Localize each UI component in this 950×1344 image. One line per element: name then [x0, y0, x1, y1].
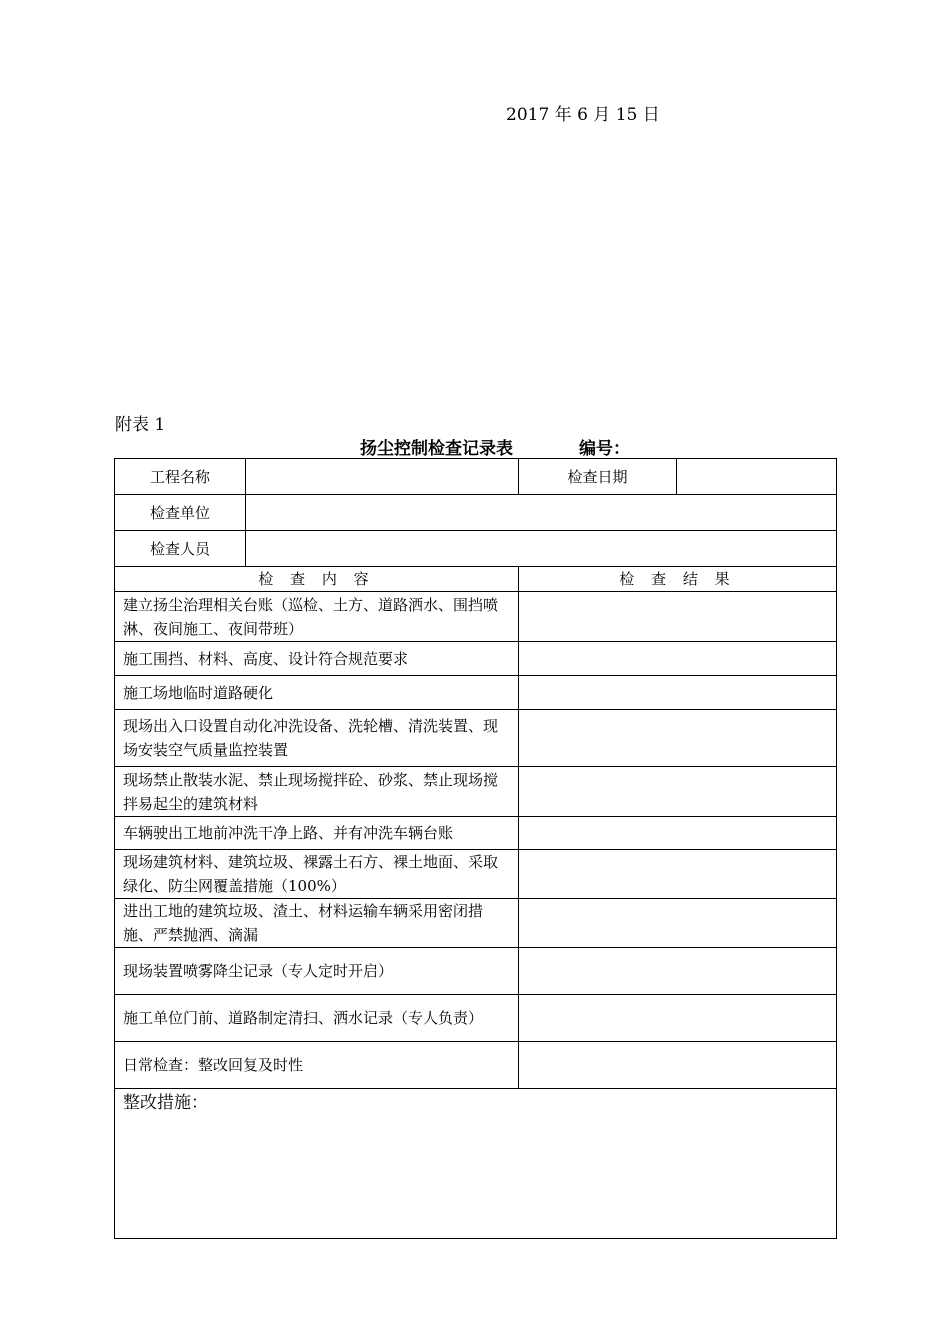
document-date: 2017 年 6 月 15 日 — [506, 105, 660, 125]
check-date-field[interactable] — [677, 459, 837, 495]
number-label: 编号： — [579, 439, 630, 459]
check-item-content: 现场装置喷雾降尘记录（专人定时开启） — [115, 948, 519, 995]
project-name-label: 工程名称 — [115, 459, 246, 495]
check-item-result[interactable] — [519, 710, 837, 767]
check-item-result[interactable] — [519, 642, 837, 676]
check-item-result[interactable] — [519, 899, 837, 948]
check-item-result[interactable] — [519, 817, 837, 850]
check-date-label: 检查日期 — [519, 459, 677, 495]
check-item-result[interactable] — [519, 767, 837, 817]
check-item-content: 现场禁止散装水泥、禁止现场搅拌砼、砂浆、禁止现场搅拌易起尘的建筑材料 — [115, 767, 519, 817]
check-item-result[interactable] — [519, 1042, 837, 1089]
form-title-line — [360, 434, 630, 459]
check-item-result[interactable] — [519, 676, 837, 710]
check-item-content: 进出工地的建筑垃圾、渣土、材料运输车辆采用密闭措施、严禁抛洒、滴漏 — [115, 899, 519, 948]
check-unit-label: 检查单位 — [115, 495, 246, 531]
form-title: 扬尘控制检查记录表 — [360, 439, 513, 459]
inspector-label: 检查人员 — [115, 531, 246, 567]
check-item-content: 建立扬尘治理相关台账（巡检、土方、道路洒水、围挡喷淋、夜间施工、夜间带班） — [115, 592, 519, 642]
check-item-content: 施工围挡、材料、高度、设计符合规范要求 — [115, 642, 519, 676]
check-item-content: 现场出入口设置自动化冲洗设备、洗轮槽、清洗装置、现场安装空气质量监控装置 — [115, 710, 519, 767]
rectification-label: 整改措施： — [123, 1093, 208, 1113]
check-item-content: 施工场地临时道路硬化 — [115, 676, 519, 710]
inspection-record-table — [114, 458, 837, 1239]
check-item-content: 现场建筑材料、建筑垃圾、裸露土石方、裸土地面、采取绿化、防尘网覆盖措施（100%） — [115, 850, 519, 899]
project-name-field[interactable] — [246, 459, 519, 495]
column-header-content: 检 查 内 容 — [115, 567, 519, 592]
inspector-field[interactable] — [246, 531, 837, 567]
appendix-label: 附表 1 — [115, 415, 166, 435]
check-item-result[interactable] — [519, 995, 837, 1042]
check-item-content: 车辆驶出工地前冲洗干净上路、并有冲洗车辆台账 — [115, 817, 519, 850]
check-item-result[interactable] — [519, 592, 837, 642]
check-item-content: 施工单位门前、道路制定清扫、洒水记录（专人负责） — [115, 995, 519, 1042]
column-header-result: 检 查 结 果 — [519, 567, 837, 592]
check-item-result[interactable] — [519, 850, 837, 899]
check-unit-field[interactable] — [246, 495, 837, 531]
check-item-content: 日常检查：整改回复及时性 — [115, 1042, 519, 1089]
rectification-section[interactable] — [115, 1089, 837, 1239]
check-item-result[interactable] — [519, 948, 837, 995]
